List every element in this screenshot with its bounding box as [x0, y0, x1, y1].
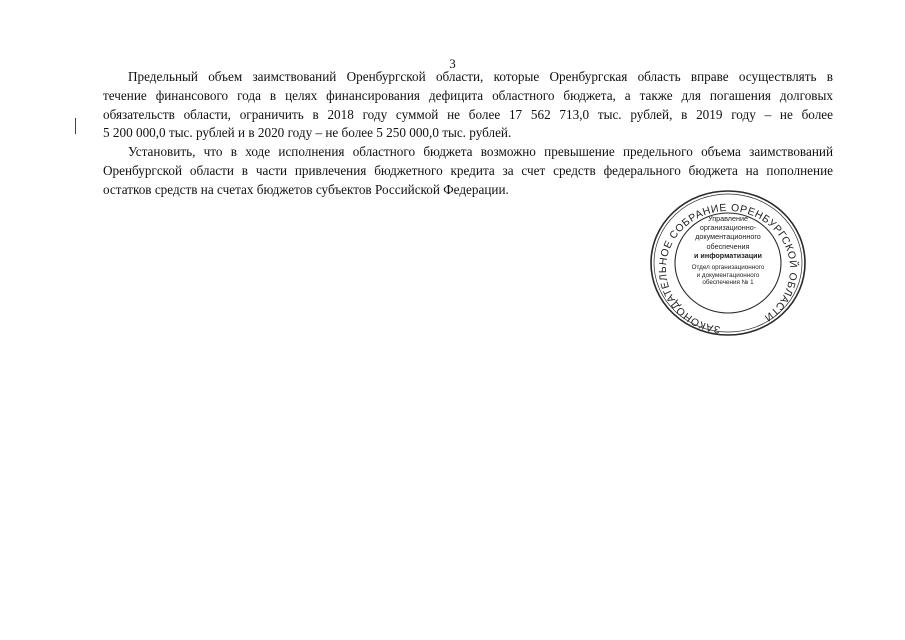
- stamp-office-line: и документационного: [696, 271, 760, 279]
- stamp-department-line: и информатизации: [694, 250, 762, 260]
- paragraph-borrowing-limit: [103, 68, 833, 143]
- text-line: течение финансового года в целях финансирования дефицита областного бюджета, а также для погашения долговых: [103, 87, 833, 103]
- stamp-department-line: организационно-: [699, 223, 757, 233]
- margin-mark: [75, 118, 76, 134]
- stamp-office-line: Отдел организационного: [691, 264, 765, 272]
- text-line: Предельный объем заимствований Оренбургской области, которые Оренбургская область вправе осуществлять в: [128, 69, 833, 84]
- text-line: Установить, что в ходе исполнения областного бюджета возможно превышение предельного объема заимствований: [128, 144, 833, 160]
- text-line: обязательств области, ограничить в 2018 году суммой не более 17 562 713,0 тыс. рублей, в 2019 году – не более: [103, 106, 833, 122]
- stamp-center: [681, 214, 775, 312]
- stamp-department-line: Управление: [708, 214, 748, 223]
- page-number: 3: [449, 56, 456, 71]
- stamp-department-line: обеспечения: [706, 241, 750, 251]
- stamp-office-line: обеспечения № 1: [702, 279, 754, 287]
- stamp-department-line: документационного: [695, 232, 761, 242]
- stamp-ring-textpath: ЗАКОНОДАТЕЛЬНОЕ СОБРАНИЕ ОРЕНБУРГСКОЙ ОБЛАСТИ: [657, 202, 799, 335]
- text-line: остатков средств на счетах бюджетов субъектов Российской Федерации.: [103, 181, 509, 197]
- text-line: Оренбургской области в части привлечения бюджетного кредита за счет средств федерального бюджета на пополнение: [103, 162, 833, 178]
- document-body: [103, 68, 833, 200]
- official-stamp: [648, 188, 808, 338]
- text-line: 5 200 000,0 тыс. рублей и в 2020 году – не более 5 250 000,0 тыс. рублей.: [103, 125, 512, 141]
